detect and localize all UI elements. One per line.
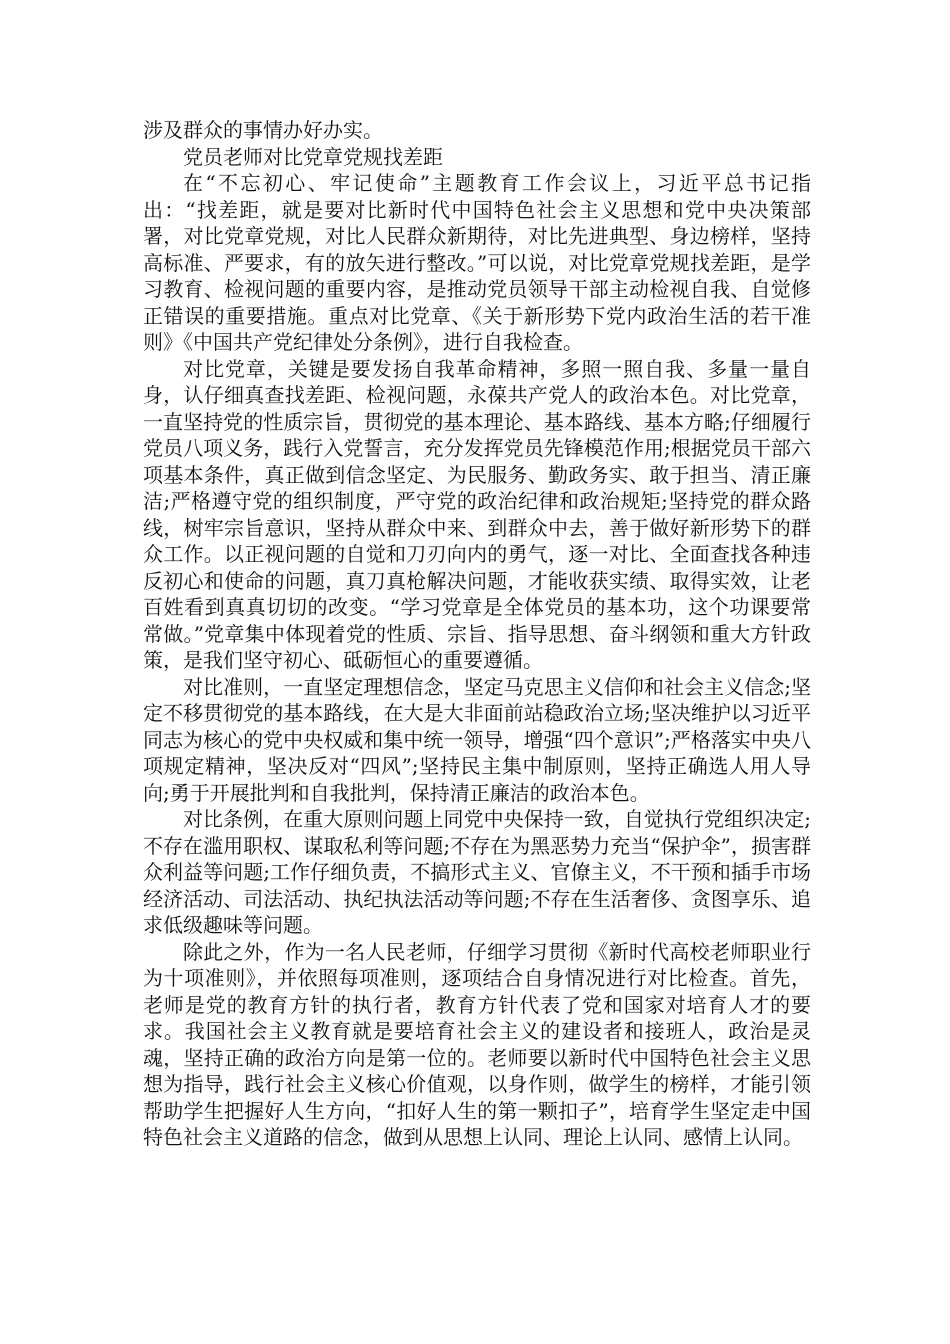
paragraph-regulations: 对比条例，在重大原则问题上同党中央保持一致，自觉执行党组织决定;不存在滥用职权、谋取私利等问题;不存在为黑恶势力充当“保护伞”，损害群众利益等问题;工作仔细负责，不搞形式主义、官僚主义，不干预和插手市场经济活动、司法活动、执纪执法活动等问题;不存在生活奢侈、贪图享乐、追求低级趣味等问题。 [143,807,811,937]
paragraph-intro: 在“不忘初心、牢记使命”主题教育工作会议上，习近平总书记指出：“找差距，就是要对比新时代中国特色社会主义思想和党中央决策部署，对比党章党规，对比人民群众新期待，对比先进典型、身边榜样，坚持高标准、严要求，有的放矢进行整改。”可以说，对比党章党规找差距，是学习教育、检视问题的重要内容，是推动党员领导干部主动检视自我、自觉修正错误的重要措施。重点对比党章、《关于新形势下党内政治生活的若干准则》《中国共产党纪律处分条例》，进行自我检查。 [143,171,811,354]
paragraph-continuation: 涉及群众的事情办好办实。 [143,118,383,142]
paragraph-teacher-norms: 除此之外，作为一名人民老师，仔细学习贯彻《新时代高校老师职业行为十项准则》，并依照每项准则，逐项结合自身情况进行对比检查。首先，老师是党的教育方针的执行者，教育方针代表了党和国家对培育人才的要求。我国社会主义教育就是要培育社会主义的建设者和接班人，政治是灵魂，坚持正确的政治方向是第一位的。老师要以新时代中国特色社会主义思想为指导，践行社会主义核心价值观，以身作则，做学生的榜样，才能引领帮助学生把握好人生方向，“扣好人生的第一颗扣子”，培育学生坚定走中国特色社会主义道路的信念，做到从思想上认同、理论上认同、感情上认同。 [143,939,811,1149]
paragraph-guidelines: 对比准则，一直坚定理想信念，坚定马克思主义信仰和社会主义信念;坚定不移贯彻党的基本路线，在大是大非面前站稳政治立场;坚决维护以习近平同志为核心的党中央权威和集中统一领导，增强“四个意识”;严格落实中央八项规定精神，坚决反对“四风”;坚持民主集中制原则，坚持正确选人用人导向;勇于开展批判和自我批判，保持清正廉洁的政治本色。 [143,674,811,805]
document-body [143,117,811,1151]
section-heading: 党员老师对比党章党规找差距 [183,144,443,169]
paragraph-party-constitution: 对比党章，关键是要发扬自我革命精神，多照一照自我、多量一量自身，认仔细真查找差距、检视问题，永葆共产党人的政治本色。对比党章，一直坚持党的性质宗旨，贯彻党的基本理论、基本路线、基本方略;仔细履行党员八项义务，践行入党誓言，充分发挥党员先锋模范作用;根据党员干部六项基本条件，真正做到信念坚定、为民服务、勤政务实、敢于担当、清正廉洁;严格遵守党的组织制度，严守党的政治纪律和政治规矩;坚持党的群众路线，树牢宗旨意识，坚持从群众中来、到群众中去，善于做好新形势下的群众工作。以正视问题的自觉和刀刃向内的勇气，逐一对比、全面查找各种违反初心和使命的问题，真刀真枪解决问题，才能收获实绩、取得实效，让老百姓看到真真切切的改变。“学习党章是全体党员的基本功，这个功课要常常做。”党章集中体现着党的性质、宗旨、指导思想、奋斗纲领和重大方针政策，是我们坚守初心、砥砺恒心的重要遵循。 [143,356,811,672]
